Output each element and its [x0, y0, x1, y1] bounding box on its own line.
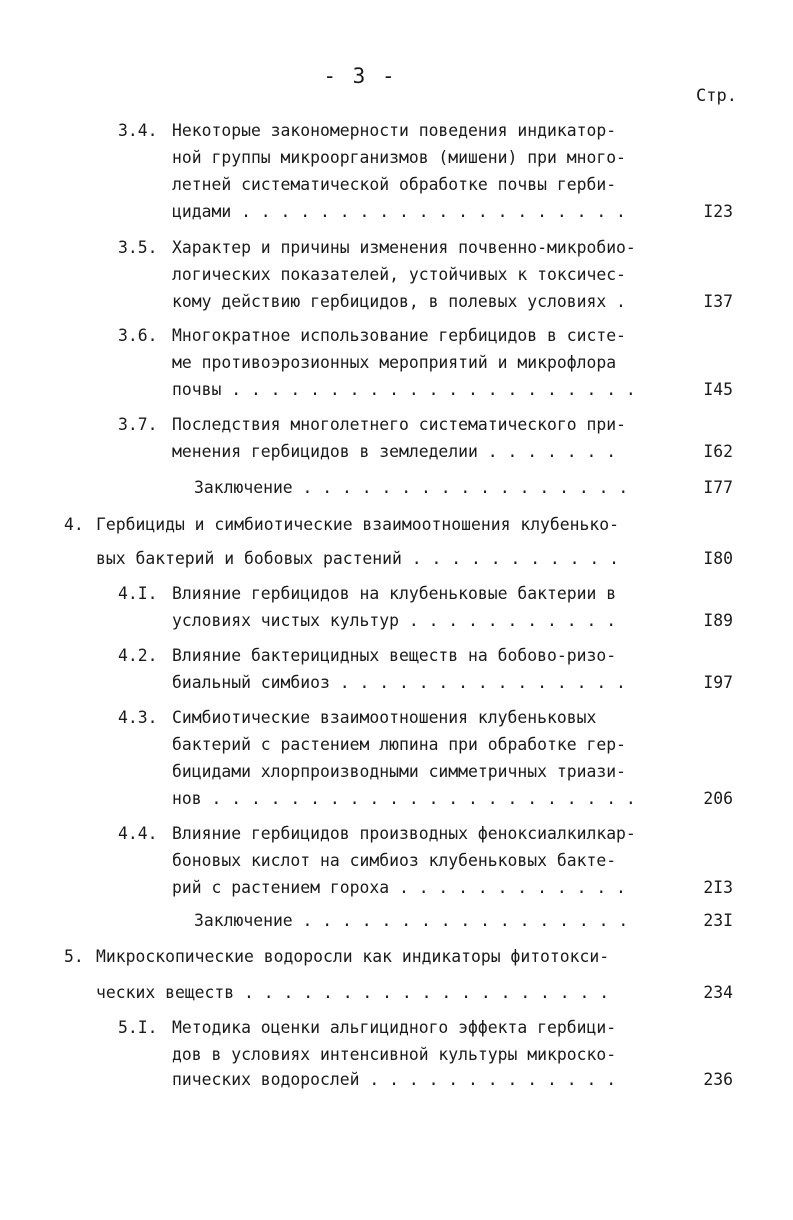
- entry-page: I89: [703, 611, 733, 630]
- entry-number: 3.5.: [118, 238, 158, 257]
- entry-page: 206: [703, 789, 733, 808]
- entry-line: ме противоэрозионных мероприятий и микрофлора: [172, 353, 617, 372]
- entry-line: Некоторые закономерности поведения индикатор-: [172, 121, 617, 140]
- entry-line: Симбиотические взаимоотношения клубеньковых: [172, 708, 597, 727]
- entry-number: 4.I.: [118, 584, 158, 603]
- entry-number: 3.6.: [118, 326, 158, 345]
- entry-number: 4.4.: [118, 824, 158, 843]
- page-number: - 3 -: [323, 64, 397, 88]
- entry-line: Гербициды и симбиотические взаимоотношения клубенько-: [96, 515, 620, 534]
- entry-page: I45: [703, 380, 733, 399]
- entry-line: Влияние бактерицидных веществ на бобово-ризо-: [172, 646, 617, 665]
- entry-line: биальный симбиоз . . . . . . . . . . . . . . .: [172, 673, 626, 692]
- entry-page: I80: [703, 549, 733, 568]
- page-column-label: Стр.: [696, 86, 737, 106]
- entry-number: 3.4.: [118, 121, 158, 140]
- entry-line: нов . . . . . . . . . . . . . . . . . . . . . .: [172, 789, 636, 808]
- chapter-number: 5.: [64, 947, 84, 966]
- entry-line: Заключение . . . . . . . . . . . . . . . . .: [194, 478, 629, 497]
- entry-page: 236: [703, 1070, 733, 1089]
- entry-number: 4.2.: [118, 646, 158, 665]
- entry-page: I62: [703, 442, 733, 461]
- entry-line: летней систематической обработке почвы герби-: [172, 175, 617, 194]
- entry-line: Микроскопические водоросли как индикаторы фитотокси-: [96, 947, 610, 966]
- entry-line: цидами . . . . . . . . . . . . . . . . . . . .: [172, 202, 626, 221]
- entry-page: 2I3: [703, 878, 733, 897]
- entry-page: 23I: [703, 911, 733, 930]
- entry-line: Характер и причины изменения почвенно-микробио-: [172, 238, 636, 257]
- entry-line: менения гербицидов в земледелии . . . . . . .: [172, 442, 617, 461]
- entry-page: I77: [703, 478, 733, 497]
- entry-line: бицидами хлорпроизводными симметричных триази-: [172, 762, 626, 781]
- entry-line: Многократное использование гербицидов в систе-: [172, 326, 626, 345]
- entry-line: ной группы микроорганизмов (мишени) при много-: [172, 148, 626, 167]
- entry-line: условиях чистых культур . . . . . . . . . . .: [172, 611, 617, 630]
- entry-page: 234: [703, 983, 733, 1002]
- entry-line: кому действию гербицидов, в полевых условиях .: [172, 292, 626, 311]
- entry-number: 4.3.: [118, 708, 158, 727]
- entry-line: Влияние гербицидов на клубеньковые бактерии в: [172, 584, 617, 603]
- entry-page: I37: [703, 292, 733, 311]
- chapter-number: 4.: [64, 515, 84, 534]
- entry-line: рий с растением гороха . . . . . . . . . . . .: [172, 878, 626, 897]
- entry-line: Методика оценки альгицидного эффекта гербици-: [172, 1018, 617, 1037]
- entry-line: дов в условиях интенсивной культуры микроско-: [172, 1045, 617, 1064]
- entry-line: логических показателей, устойчивых к токсичес-: [172, 265, 626, 284]
- entry-line: Влияние гербицидов производных феноксиалкилкар-: [172, 824, 636, 843]
- entry-line: ческих веществ . . . . . . . . . . . . . . . . . . .: [96, 983, 610, 1002]
- entry-line: Последствия многолетнего систематического при-: [172, 415, 626, 434]
- entry-page: I97: [703, 673, 733, 692]
- entry-line: вых бактерий и бобовых растений . . . . . . . . . . .: [96, 549, 620, 568]
- entry-line: пических водорослей . . . . . . . . . . . . .: [172, 1070, 617, 1089]
- entry-line: Заключение . . . . . . . . . . . . . . . . .: [194, 911, 629, 930]
- entry-page: I23: [703, 202, 733, 221]
- entry-line: почвы . . . . . . . . . . . . . . . . . . . . .: [172, 380, 636, 399]
- entry-number: 3.7.: [118, 415, 158, 434]
- entry-line: бактерий с растением люпина при обработке гер-: [172, 735, 626, 754]
- entry-number: 5.I.: [118, 1018, 158, 1037]
- entry-line: боновых кислот на симбиоз клубеньковых бакте-: [172, 851, 617, 870]
